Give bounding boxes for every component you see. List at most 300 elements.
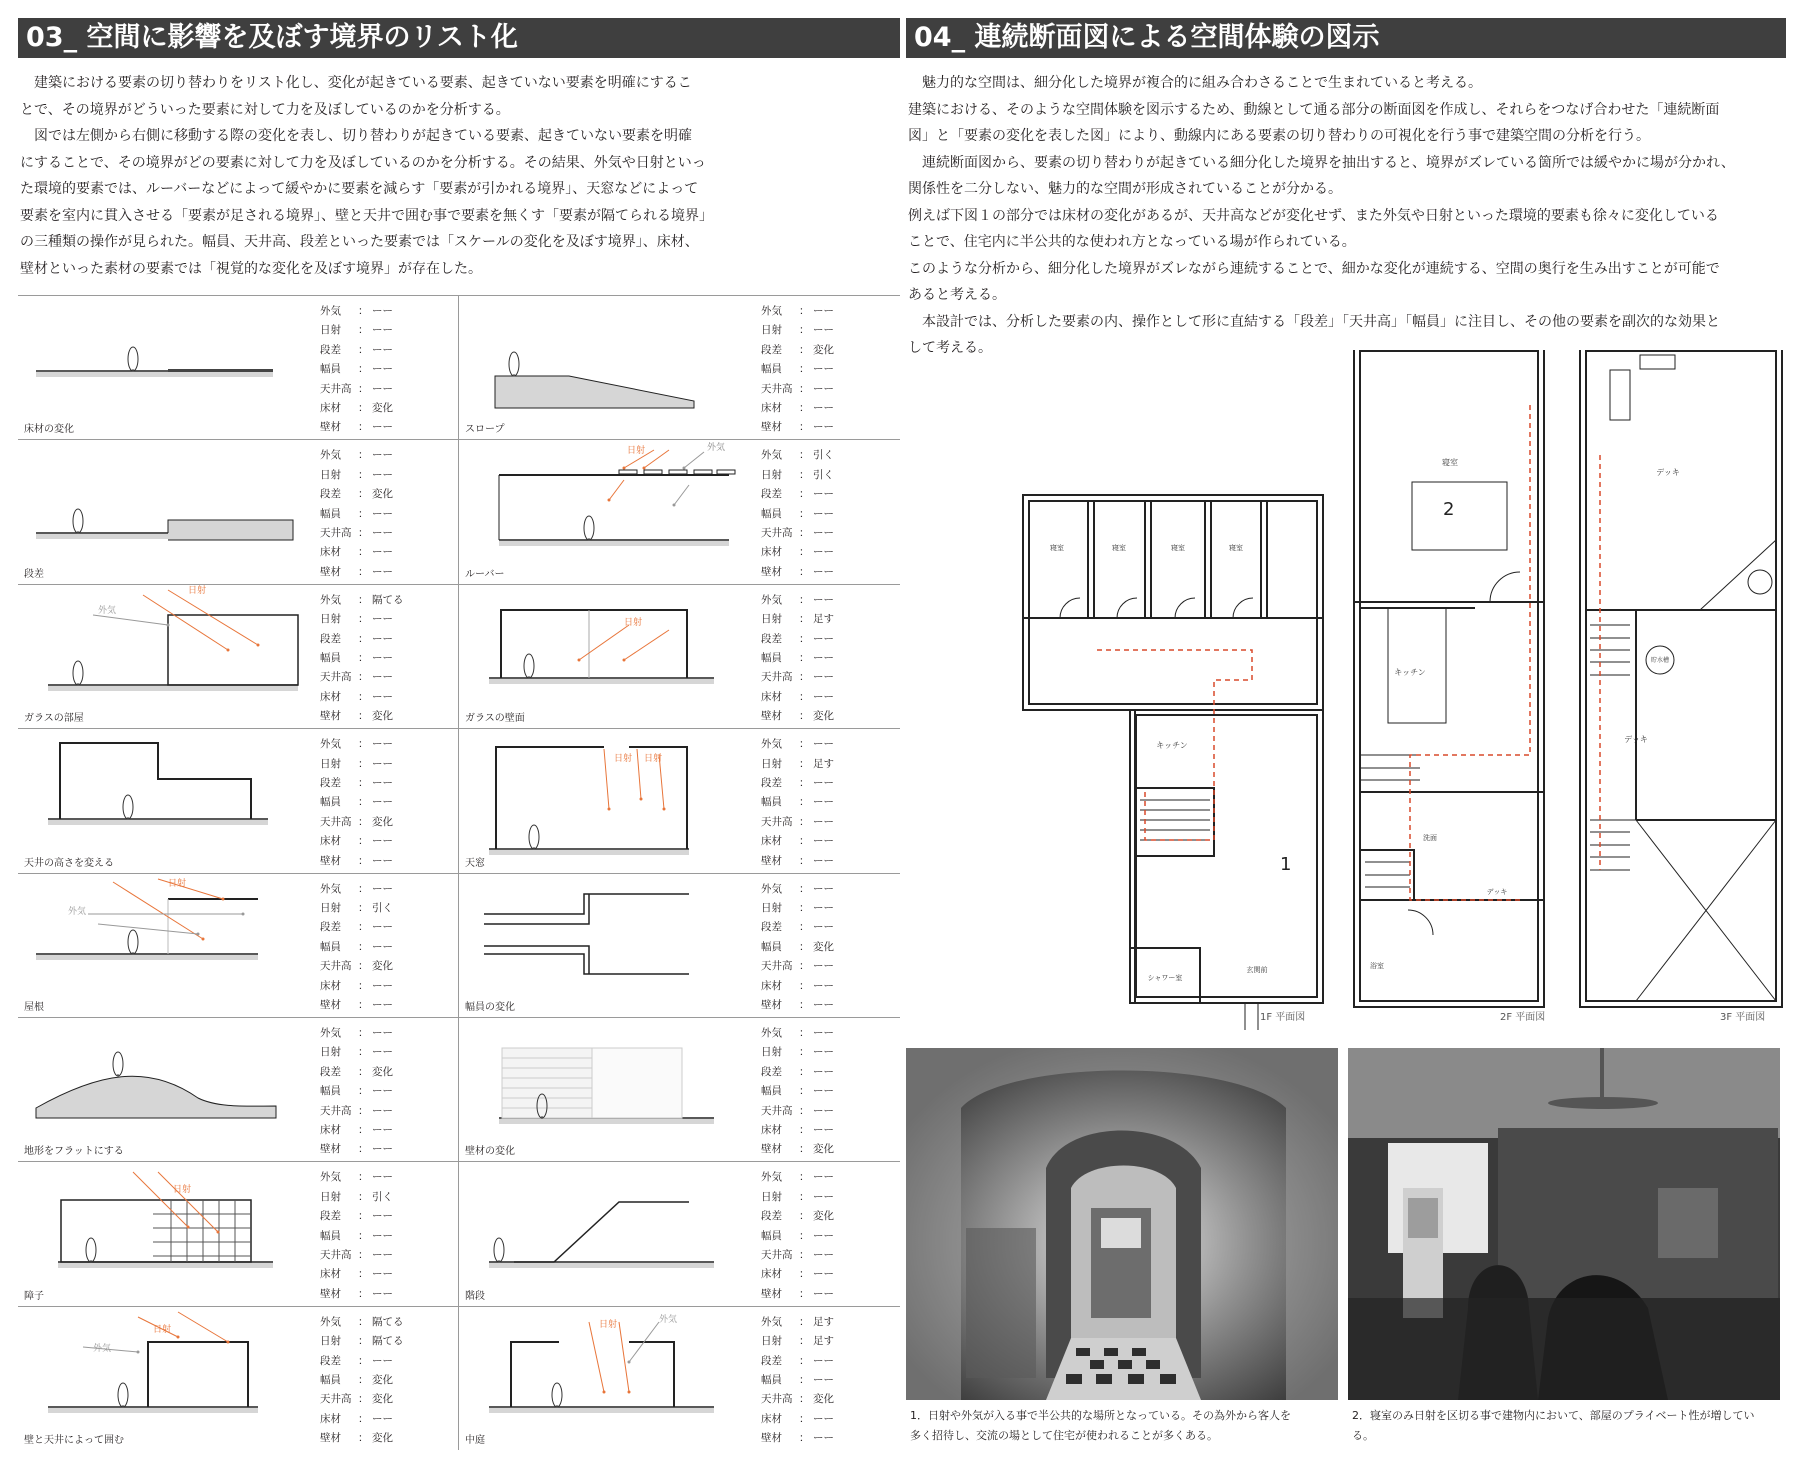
attribute-value: ーー xyxy=(372,1104,393,1117)
attribute-key: 日射 xyxy=(320,324,341,337)
attribute-value: ーー xyxy=(372,449,393,462)
attribute-row xyxy=(320,399,393,418)
boundary-caption: ガラスの部屋 xyxy=(24,713,84,725)
attribute-row xyxy=(320,466,393,485)
attribute-value: 変化 xyxy=(813,1393,834,1406)
attribute-value: ーー xyxy=(372,854,393,867)
attribute-value: ーー xyxy=(813,1229,834,1242)
attribute-row xyxy=(761,302,834,321)
attribute-value: 変化 xyxy=(372,710,393,723)
attribute-colon: ： xyxy=(799,1027,810,1039)
plan-2f-title: 2F 平面図 xyxy=(1500,1012,1546,1023)
attribute-colon: ： xyxy=(358,1287,369,1300)
ground-hatch xyxy=(499,541,729,546)
arrow xyxy=(609,480,624,500)
attribute-key: 床材 xyxy=(761,1268,782,1281)
attribute-colon: ： xyxy=(358,1229,369,1242)
attribute-value: ーー xyxy=(813,363,834,376)
attribute-colon: ： xyxy=(358,488,369,501)
attribute-value: ーー xyxy=(372,652,393,665)
attribute-colon: ： xyxy=(358,835,369,848)
attribute-list xyxy=(320,1024,393,1160)
boundary-diagram xyxy=(18,296,308,440)
attribute-row xyxy=(320,1140,393,1159)
attribute-value: ーー xyxy=(813,921,834,934)
attribute-colon: ： xyxy=(799,921,810,934)
attribute-key: 外気 xyxy=(320,1171,341,1184)
attribute-list xyxy=(761,880,834,1016)
attribute-list xyxy=(761,1168,834,1304)
attribute-key: 段差 xyxy=(320,632,341,645)
attribute-value: ーー xyxy=(813,1085,834,1098)
attribute-value: ーー xyxy=(372,565,393,578)
attribute-row xyxy=(761,1102,834,1121)
boundary-cell xyxy=(18,439,459,583)
attribute-value: ーー xyxy=(813,902,834,914)
attribute-row xyxy=(320,505,393,524)
attribute-key: 床材 xyxy=(761,546,782,559)
attribute-value: ーー xyxy=(372,1171,393,1184)
attribute-row xyxy=(761,735,834,754)
boundary-diagram xyxy=(459,1162,749,1306)
plan-1f-room-7: 玄関前 xyxy=(1246,966,1268,974)
attribute-row xyxy=(761,1024,834,1043)
attribute-colon: ： xyxy=(358,1190,369,1203)
boundary-cell xyxy=(18,728,459,872)
attribute-row xyxy=(320,1246,393,1265)
attribute-colon: ： xyxy=(799,1143,810,1156)
attribute-row xyxy=(761,360,834,379)
attribute-key: 日射 xyxy=(761,1335,782,1348)
ground-hatch xyxy=(48,820,268,825)
attribute-value: ーー xyxy=(372,421,393,434)
attribute-colon: ： xyxy=(799,1171,810,1184)
attribute-value: 変化 xyxy=(372,1065,393,1078)
attribute-value: 変化 xyxy=(372,1374,393,1387)
attribute-value: 引く xyxy=(813,449,834,462)
attribute-value: 変化 xyxy=(372,488,393,501)
attribute-key: 日射 xyxy=(761,1046,782,1059)
attribute-colon: ： xyxy=(799,999,810,1012)
attribute-key: 幅員 xyxy=(761,796,782,809)
attribute-colon: ： xyxy=(358,527,369,540)
attribute-colon: ： xyxy=(358,999,369,1012)
attribute-key: 床材 xyxy=(320,1412,341,1425)
boundary-caption: 段差 xyxy=(24,568,44,580)
attribute-colon: ： xyxy=(358,546,369,559)
attribute-row xyxy=(320,446,393,465)
boundary-cell xyxy=(18,1306,459,1450)
attribute-key: 天井高 xyxy=(761,1249,793,1262)
attribute-colon: ： xyxy=(799,1393,810,1406)
attribute-value: ーー xyxy=(813,1190,834,1203)
attribute-row xyxy=(320,1043,393,1062)
attribute-value: ーー xyxy=(813,1065,834,1078)
arrow xyxy=(178,1312,228,1342)
attribute-row xyxy=(320,688,404,707)
attribute-value: ーー xyxy=(813,796,834,809)
attribute-key: 外気 xyxy=(761,882,782,895)
attribute-key: 壁材 xyxy=(320,999,341,1012)
attribute-key: 外気 xyxy=(320,305,341,317)
attribute-key: 床材 xyxy=(761,690,782,703)
attribute-key: 日射 xyxy=(761,613,782,626)
attribute-value: 隔てる xyxy=(372,1315,404,1328)
tree-figure xyxy=(529,825,539,849)
attribute-key: 幅員 xyxy=(320,940,341,953)
attribute-key: 日射 xyxy=(761,902,782,914)
attribute-row xyxy=(320,543,393,562)
attribute-row xyxy=(761,341,834,360)
attribute-colon: ： xyxy=(358,1171,369,1184)
attribute-value: ーー xyxy=(372,1027,393,1039)
attribute-value: ーー xyxy=(372,507,393,520)
ground-hatch xyxy=(489,850,689,855)
plan-2f-room-5: デッキ xyxy=(1486,888,1508,896)
flow-label: 日射 xyxy=(627,446,646,457)
boundary-caption: ガラスの壁面 xyxy=(465,713,525,725)
tree-figure xyxy=(123,795,133,819)
attribute-list xyxy=(320,1313,404,1449)
attribute-row xyxy=(761,938,834,957)
attribute-value: ーー xyxy=(813,305,834,317)
attribute-key: 外気 xyxy=(761,1027,782,1039)
attribute-key: 床材 xyxy=(320,835,341,848)
attribute-key: 床材 xyxy=(320,690,341,703)
plan-3f-room-3: デッキ xyxy=(1624,735,1648,744)
attribute-colon: ： xyxy=(799,1268,810,1281)
attribute-colon: ： xyxy=(799,690,810,703)
attribute-row xyxy=(761,957,834,976)
attribute-colon: ： xyxy=(358,960,369,973)
attribute-value: ーー xyxy=(372,343,393,356)
attribute-colon: ： xyxy=(799,593,810,606)
attribute-key: 天井高 xyxy=(761,815,793,828)
plan-2f-marker: 2 xyxy=(1443,499,1455,520)
ground-hatch xyxy=(489,1263,714,1268)
attribute-value: ーー xyxy=(372,1210,393,1223)
attribute-key: 床材 xyxy=(761,835,782,848)
attribute-value: ーー xyxy=(372,1046,393,1059)
section-04-heading: 04_ 連続断面図による空間体験の図示 xyxy=(906,18,1786,58)
attribute-value: ーー xyxy=(813,1432,834,1445)
attribute-key: 天井高 xyxy=(320,815,352,828)
attribute-key: 段差 xyxy=(320,1065,341,1078)
attribute-value: ーー xyxy=(372,757,393,770)
attribute-row xyxy=(761,610,834,629)
attribute-key: 日射 xyxy=(761,468,782,481)
attribute-key: 段差 xyxy=(761,632,782,645)
attribute-value: ーー xyxy=(372,613,393,626)
attribute-key: 幅員 xyxy=(320,363,341,376)
attribute-value: ーー xyxy=(372,738,393,751)
attribute-row xyxy=(761,380,834,399)
attribute-value: 変化 xyxy=(372,1432,393,1445)
attribute-value: ーー xyxy=(372,363,393,376)
attribute-key: 段差 xyxy=(761,1210,782,1223)
attribute-colon: ： xyxy=(358,382,369,395)
attribute-row xyxy=(320,707,404,726)
boundary-list-grid xyxy=(18,295,900,1450)
boundary-cell xyxy=(459,1017,900,1161)
attribute-key: 段差 xyxy=(761,921,782,934)
attribute-colon: ： xyxy=(799,940,810,953)
arrow xyxy=(624,630,669,660)
attribute-row xyxy=(320,880,393,899)
attribute-value: 変化 xyxy=(813,1210,834,1223)
tree-figure xyxy=(128,930,138,954)
attribute-row xyxy=(320,418,393,437)
attribute-colon: ： xyxy=(358,738,369,751)
attribute-key: 天井高 xyxy=(320,1393,352,1406)
attribute-list xyxy=(320,1168,393,1304)
attribute-key: 段差 xyxy=(320,343,341,356)
attribute-row xyxy=(761,543,834,562)
attribute-key: 幅員 xyxy=(320,1085,341,1098)
attribute-value: ーー xyxy=(813,565,834,578)
attribute-colon: ： xyxy=(358,671,369,684)
attribute-colon: ： xyxy=(358,343,369,356)
attribute-value: ーー xyxy=(813,652,834,665)
attribute-key: 幅員 xyxy=(761,1085,782,1098)
attribute-value: 変化 xyxy=(813,343,834,356)
arrow xyxy=(98,924,198,934)
photo-2 xyxy=(1348,1048,1780,1400)
attribute-row xyxy=(761,852,834,871)
attribute-row xyxy=(320,996,393,1015)
attribute-key: 外気 xyxy=(320,738,341,751)
attribute-row xyxy=(320,1429,404,1448)
tree-figure xyxy=(552,1383,562,1407)
attribute-colon: ： xyxy=(799,882,810,895)
attribute-key: 壁材 xyxy=(320,565,341,578)
plan-1f-room-5: キッチン xyxy=(1156,741,1188,750)
attribute-value: ーー xyxy=(813,632,834,645)
attribute-row xyxy=(761,485,834,504)
attribute-row xyxy=(761,1265,834,1284)
attribute-value: 隔てる xyxy=(372,593,404,606)
flow-label: 日射 xyxy=(168,878,187,889)
boundary-cell xyxy=(18,873,459,1017)
attribute-value: ーー xyxy=(813,738,834,751)
attribute-colon: ： xyxy=(799,1412,810,1425)
arrow xyxy=(637,749,641,799)
flow-label: 外気 xyxy=(659,1314,678,1325)
attribute-colon: ： xyxy=(358,632,369,645)
attribute-key: 外気 xyxy=(761,449,782,462)
attribute-value: ーー xyxy=(813,1104,834,1117)
photo-1 xyxy=(906,1048,1338,1400)
attribute-row xyxy=(761,668,834,687)
attribute-key: 外気 xyxy=(320,593,341,606)
attribute-value: ーー xyxy=(813,546,834,559)
attribute-row xyxy=(761,649,834,668)
attribute-row xyxy=(320,1313,404,1332)
plan-3f xyxy=(1580,350,1782,1007)
ground-hatch xyxy=(489,679,714,684)
attribute-colon: ： xyxy=(358,854,369,867)
attribute-colon: ： xyxy=(799,1210,810,1223)
boundary-cell xyxy=(459,1306,900,1450)
attribute-key: 床材 xyxy=(320,1268,341,1281)
plan-2f-room-3: 洗面 xyxy=(1423,834,1437,842)
attribute-colon: ： xyxy=(799,960,810,973)
attribute-value: ーー xyxy=(813,854,834,867)
attribute-key: 幅員 xyxy=(320,796,341,809)
attribute-colon: ： xyxy=(799,1249,810,1262)
attribute-row xyxy=(320,630,404,649)
attribute-key: 日射 xyxy=(320,468,341,481)
plan-2f xyxy=(1354,350,1544,1007)
attribute-value: ーー xyxy=(813,1249,834,1262)
attribute-key: 段差 xyxy=(320,1210,341,1223)
attribute-row xyxy=(320,957,393,976)
attribute-key: 幅員 xyxy=(761,940,782,953)
attribute-value: ーー xyxy=(372,1085,393,1098)
attribute-key: 壁材 xyxy=(320,710,341,723)
boundary-caption: 壁と天井によって囲む xyxy=(24,1435,124,1447)
attribute-key: 幅員 xyxy=(320,1374,341,1387)
attribute-value: ーー xyxy=(813,382,834,395)
attribute-row xyxy=(761,1352,834,1371)
attribute-value: 足す xyxy=(813,757,834,770)
attribute-key: 天井高 xyxy=(761,960,793,973)
attribute-colon: ： xyxy=(358,421,369,434)
boundary-caption: 障子 xyxy=(24,1290,44,1302)
attribute-colon: ： xyxy=(358,1104,369,1117)
tree-figure xyxy=(73,509,83,533)
attribute-key: 外気 xyxy=(761,1315,782,1328)
attribute-colon: ： xyxy=(799,546,810,559)
attribute-colon: ： xyxy=(799,402,810,415)
photo-1-caption: 1．日射や外気が入る事で半公共的な場所となっている。その為外から客人を 多く招待し、交流の場として住宅が使われることが多くある。 xyxy=(910,1409,1291,1442)
attribute-value: ーー xyxy=(372,1229,393,1242)
attribute-key: 壁材 xyxy=(761,565,782,578)
attribute-row xyxy=(761,321,834,340)
ground-hatch xyxy=(499,1119,714,1124)
attribute-colon: ： xyxy=(358,1335,369,1348)
attribute-colon: ： xyxy=(358,363,369,376)
attribute-row xyxy=(761,399,834,418)
attribute-value: ーー xyxy=(372,882,393,895)
attribute-key: 段差 xyxy=(761,1354,782,1367)
attribute-key: 壁材 xyxy=(761,1432,782,1445)
boundary-cell xyxy=(18,1017,459,1161)
tree-figure xyxy=(113,1052,123,1076)
attribute-row xyxy=(761,1168,834,1187)
attribute-key: 幅員 xyxy=(761,1229,782,1242)
attribute-value: ーー xyxy=(813,777,834,789)
attribute-value: ーー xyxy=(372,382,393,395)
attribute-key: 幅員 xyxy=(320,1229,341,1242)
attribute-colon: ： xyxy=(358,882,369,895)
attribute-value: ーー xyxy=(813,421,834,434)
ground-hatch xyxy=(36,372,273,377)
attribute-colon: ： xyxy=(799,902,810,914)
attribute-key: 幅員 xyxy=(761,652,782,665)
attribute-key: 段差 xyxy=(761,1065,782,1078)
attribute-row xyxy=(320,360,393,379)
tree-figure xyxy=(494,1238,504,1262)
attribute-colon: ： xyxy=(799,1046,810,1059)
attribute-colon: ： xyxy=(358,1027,369,1039)
attribute-colon: ： xyxy=(799,710,810,723)
attribute-colon: ： xyxy=(358,1354,369,1367)
attribute-list xyxy=(320,591,404,727)
attribute-value: ーー xyxy=(813,1354,834,1367)
plan-3f-room-1: デッキ xyxy=(1656,468,1680,477)
attribute-row xyxy=(320,1352,404,1371)
attribute-colon: ： xyxy=(799,815,810,828)
attribute-colon: ： xyxy=(799,671,810,684)
attribute-value: 足す xyxy=(813,1315,834,1328)
attribute-colon: ： xyxy=(358,613,369,626)
attribute-row xyxy=(320,649,404,668)
section-03-text: 建築における要素の切り替わりをリスト化し、変化が起きている要素、起きていない要素を明確にするこ とで、その境界がどういった要素に対して力を及ぼしているのかを分析する。 図では左側から右側に移動する際の変化を表し、切り替わりが起きている要素、起きていない要素を明確 にすることで、その境界がどの要素に対して力を及ぼしているのかを分析する。その結果、外気や日射といっ た環境的要素では、ルーバーなどによって緩やかに要素を減らす「要素が引かれる境界」、天窓などによって 要素を室内に貫入させる「要素が足される境界」、壁と天井で囲む事で要素を無くす「要素が隔てられる境界」 の三種類の操作が見られた。幅員、天井高、段差といった要素では「スケールの変化を及ぼす境界」、床材、 壁材といった素材の要素では「視覚的な変化を及ぼす境界」が存在した。 xyxy=(20,75,713,277)
attribute-key: 段差 xyxy=(320,488,341,501)
attribute-key: 壁材 xyxy=(320,1432,341,1445)
attribute-value: 引く xyxy=(813,468,834,481)
attribute-key: 外気 xyxy=(320,1315,341,1328)
boundary-cell xyxy=(18,295,459,439)
attribute-key: 日射 xyxy=(320,1046,341,1059)
attribute-value: ーー xyxy=(372,1249,393,1262)
tree-figure xyxy=(584,516,594,540)
attribute-row xyxy=(761,1390,834,1409)
arrow xyxy=(168,590,258,645)
attribute-colon: ： xyxy=(358,1315,369,1328)
attribute-row xyxy=(320,610,404,629)
arrow xyxy=(644,450,669,468)
plan-1f-room-3: 寝室 xyxy=(1171,544,1185,552)
attribute-value: ーー xyxy=(813,999,834,1012)
attribute-row xyxy=(761,707,834,726)
attribute-row xyxy=(320,1285,393,1304)
boundary-cell xyxy=(459,295,900,439)
attribute-key: 床材 xyxy=(320,546,341,559)
attribute-value: ーー xyxy=(813,593,834,606)
plan-2f-room-1: 寝室 xyxy=(1442,458,1458,467)
attribute-colon: ： xyxy=(358,777,369,789)
attribute-key: 壁材 xyxy=(320,854,341,867)
attribute-value: 変化 xyxy=(372,815,393,828)
boundary-cell xyxy=(459,728,900,872)
attribute-key: 天井高 xyxy=(320,527,352,540)
attribute-value: ーー xyxy=(813,690,834,703)
boundary-diagram xyxy=(459,874,749,1018)
attribute-colon: ： xyxy=(799,507,810,520)
attribute-row xyxy=(761,591,834,610)
plan-1f-marker: 1 xyxy=(1280,854,1292,875)
attribute-colon: ： xyxy=(358,979,369,992)
attribute-colon: ： xyxy=(358,1374,369,1387)
route-2f xyxy=(1410,405,1530,900)
arrow xyxy=(143,595,228,650)
attribute-colon: ： xyxy=(358,507,369,520)
attribute-colon: ： xyxy=(358,652,369,665)
attribute-value: ーー xyxy=(372,979,393,992)
attribute-colon: ： xyxy=(799,1335,810,1348)
attribute-key: 天井高 xyxy=(761,671,793,684)
attribute-colon: ： xyxy=(799,305,810,317)
attribute-colon: ： xyxy=(799,1354,810,1367)
plan-2f-room-4: 浴室 xyxy=(1370,962,1384,970)
attribute-list xyxy=(761,446,834,582)
tree-figure xyxy=(509,352,519,376)
attribute-colon: ： xyxy=(799,1374,810,1387)
attribute-row xyxy=(320,524,393,543)
attribute-value: ーー xyxy=(813,1412,834,1425)
